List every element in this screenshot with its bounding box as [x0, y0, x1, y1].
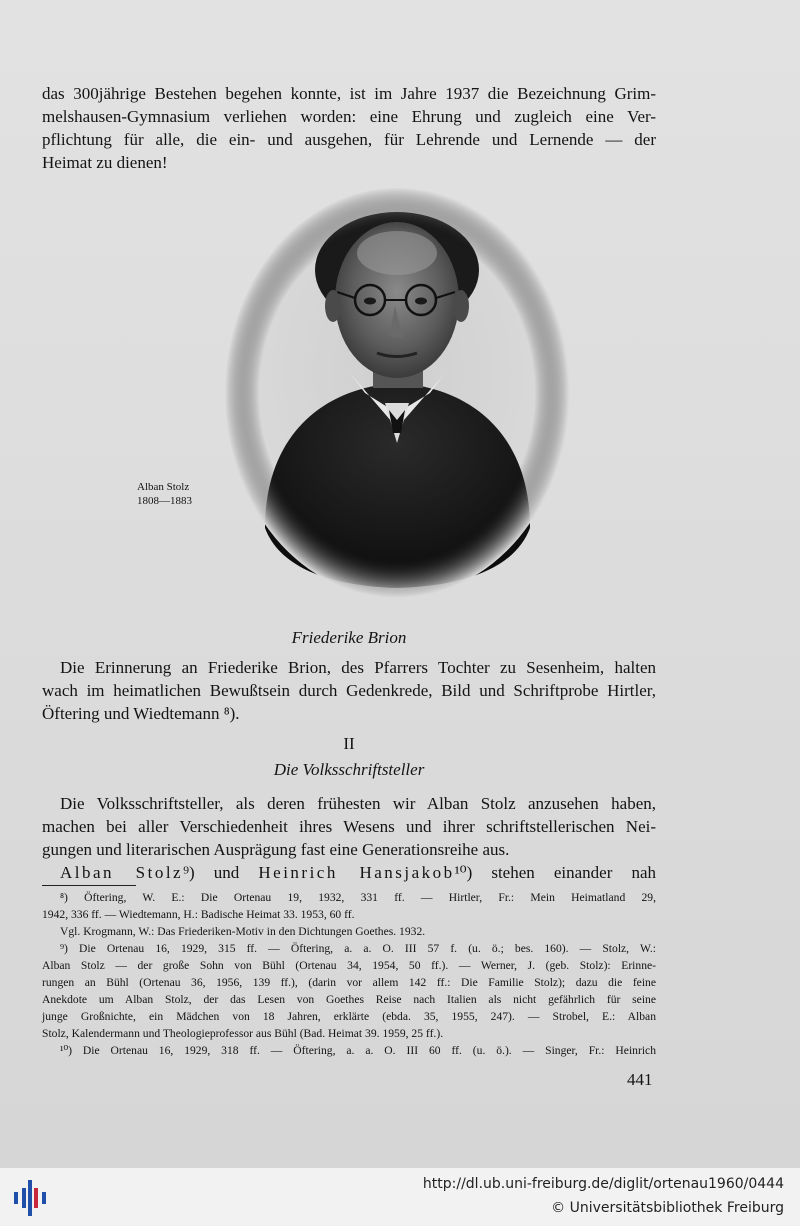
page-number: 441 [627, 1070, 653, 1089]
section-heading-volksschriftsteller: Die Volksschriftsteller [273, 760, 425, 779]
footnote-line: 1942, 336 ff. — Wiedtemann, H.: Badische Heimat 33. 1953, 60 ff. [42, 908, 355, 921]
text-line: Öftering und Wiedtemann ⁸). [42, 704, 240, 723]
text-line: das 300jährige Bestehen begehen konnte, ist im Jahre 1937 die Bezeichnung Grim- [42, 84, 656, 103]
section-numeral: II [343, 734, 355, 753]
intro-paragraph [42, 82, 656, 174]
footnotes [42, 889, 656, 1059]
portrait-of-alban-stolz [225, 188, 570, 598]
connector-text: und [194, 863, 259, 882]
source-url-link[interactable]: http://dl.ub.uni-freiburg.de/diglit/ortenau1960/0444 [422, 1176, 784, 1192]
copyright-notice: © Universitätsbibliothek Freiburg [551, 1200, 784, 1216]
footnote-line: Stolz, Kalendermann und Theologieprofessor aus Bühl (Bad. Heimat 39. 1959, 25 ff.). [42, 1027, 444, 1040]
footnote-line: Vgl. Krogmann, W.: Das Friederiken-Motiv in den Dichtungen Goethes. 1932. [60, 925, 426, 938]
volksschriftsteller-paragraph [42, 792, 656, 884]
caption-years: 1808—1883 [137, 495, 192, 507]
text-line: gungen und literarischen Ausprägung fast eine Generationsreihe aus. [42, 840, 510, 859]
text-line: Die Erinnerung an Friederike Brion, des Pfarrers Tochter zu Sesenheim, halten [60, 658, 656, 677]
text-line: melshausen-Gymnasium verliehen worden: eine Ehrung und zugleich eine Ver- [42, 107, 656, 126]
footnote-line: ⁸) Öftering, W. E.: Die Ortenau 19, 1932, 331 ff. — Hirtler, Fr.: Mein Heimatland 29, [60, 891, 656, 904]
footnote-ref-9: ⁹) [183, 863, 195, 882]
text-line: machen bei aller Verschiedenheit ihres Wesens und ihrer schriftstellerischen Nei- [42, 817, 656, 836]
brion-paragraph [42, 656, 656, 725]
text-line: Die Volksschriftsteller, als deren frühesten wir Alban Stolz anzusehen haben, [60, 794, 656, 813]
portrait-caption [137, 480, 192, 508]
caption-name: Alban Stolz [137, 481, 190, 493]
text-line: pflichtung für alle, die ein- und ausgehen, für Lehrende und Lernende — der [42, 130, 656, 149]
text-line: wach im heimatlichen Bewußtsein durch Gedenkrede, Bild und Schriftprobe Hirtler, [42, 681, 656, 700]
name-heinrich-hansjakob: Heinrich Hansjakob [258, 863, 455, 882]
footer-bar [0, 1168, 800, 1226]
portrait-vignette [225, 188, 570, 598]
university-library-logo-icon [10, 1178, 50, 1218]
section-heading-brion: Friederike Brion [291, 628, 407, 647]
text-line: Heimat zu dienen! [42, 153, 168, 172]
footnote-ref-10: ¹⁰) [454, 863, 473, 882]
text-line-names [42, 861, 656, 884]
footnote-rule [42, 885, 136, 886]
line-rest: stehen einander nah [472, 863, 657, 882]
name-alban-stolz: Alban Stolz [60, 863, 184, 882]
footnote-line: junge Großnichte, ein Mädchen von 18 Jahren, erklärte (ebda. 35, 1955, 247). — Strobel, E.: Alban [42, 1010, 656, 1023]
footnote-line: rungen an Bühl (Ortenau 36, 1956, 139 ff.), (darin vor allem 142 ff.: Die Familie Stolz); dazu die feine [42, 976, 656, 989]
footnote-line: Anekdote um Alban Stolz, der das Lesen von Goethes Reise nach Italien als nicht gefährlich für seine [42, 993, 656, 1006]
footnote-line: ¹⁰) Die Ortenau 16, 1929, 318 ff. — Öftering, a. a. O. III 60 ff. (u. ö.). — Singer, Fr.: Heinrich [60, 1044, 656, 1057]
footnote-line: Alban Stolz — der große Sohn von Bühl (Ortenau 34, 1954, 50 ff.). — Werner, J. (geb. Stolz): Erinne- [42, 959, 656, 972]
footnote-line: ⁹) Die Ortenau 16, 1929, 315 ff. — Öftering, a. a. O. III 57 f. (u. ö.; bes. 160). — Stolz, W.: [60, 942, 656, 955]
